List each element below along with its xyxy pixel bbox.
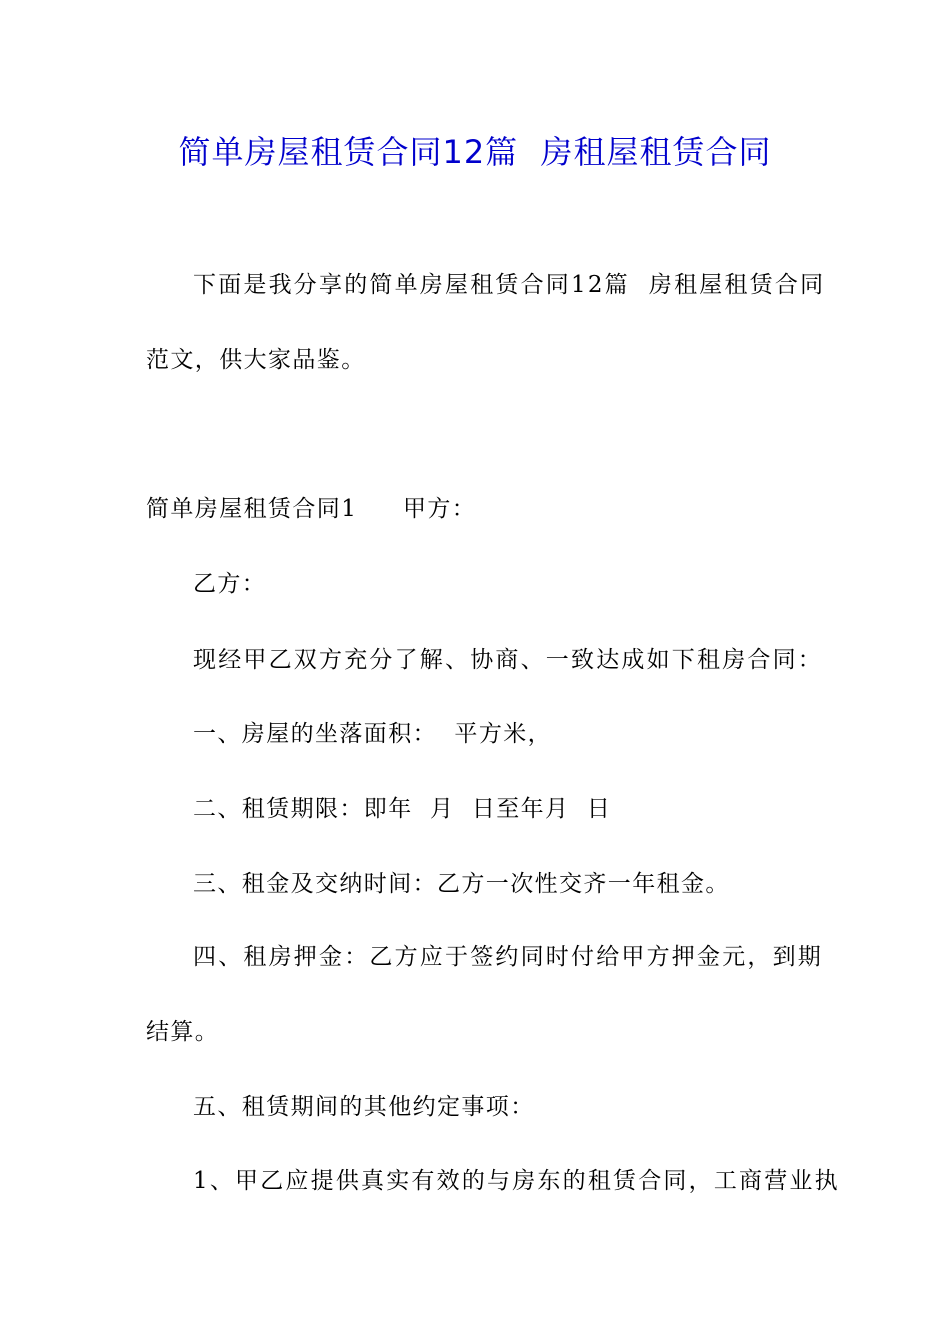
party-a-label: 甲方： bbox=[403, 496, 477, 522]
clause-2: 二、租赁期限：即年 月 日至年月 日 bbox=[193, 796, 612, 822]
clause-1: 一、房屋的坐落面积： 平方米， bbox=[193, 721, 553, 747]
clause-3: 三、租金及交纳时间：乙方一次性交齐一年租金。 bbox=[193, 871, 730, 897]
contract-heading: 简单房屋租赁合同1 bbox=[146, 496, 358, 522]
clause-4: 四、租房押金：乙方应于签约同时付给甲方押金元，到期 bbox=[193, 944, 823, 970]
clause-5-item-1: 1、甲乙应提供真实有效的与房东的租赁合同，工商营业执 bbox=[193, 1168, 840, 1194]
intro-line-1: 下面是我分享的简单房屋租赁合同12篇 房租屋租赁合同 bbox=[193, 272, 826, 298]
document-title: 简单房屋租赁合同12篇 房租屋租赁合同 bbox=[178, 133, 772, 171]
clause-5: 五、租赁期间的其他约定事项： bbox=[193, 1094, 535, 1120]
intro-line-2: 范文，供大家品鉴。 bbox=[146, 347, 366, 373]
clause-4-continued: 结算。 bbox=[146, 1019, 220, 1045]
party-b-label: 乙方： bbox=[193, 571, 267, 597]
preamble-text: 现经甲乙双方充分了解、协商、一致达成如下租房合同： bbox=[193, 647, 823, 673]
